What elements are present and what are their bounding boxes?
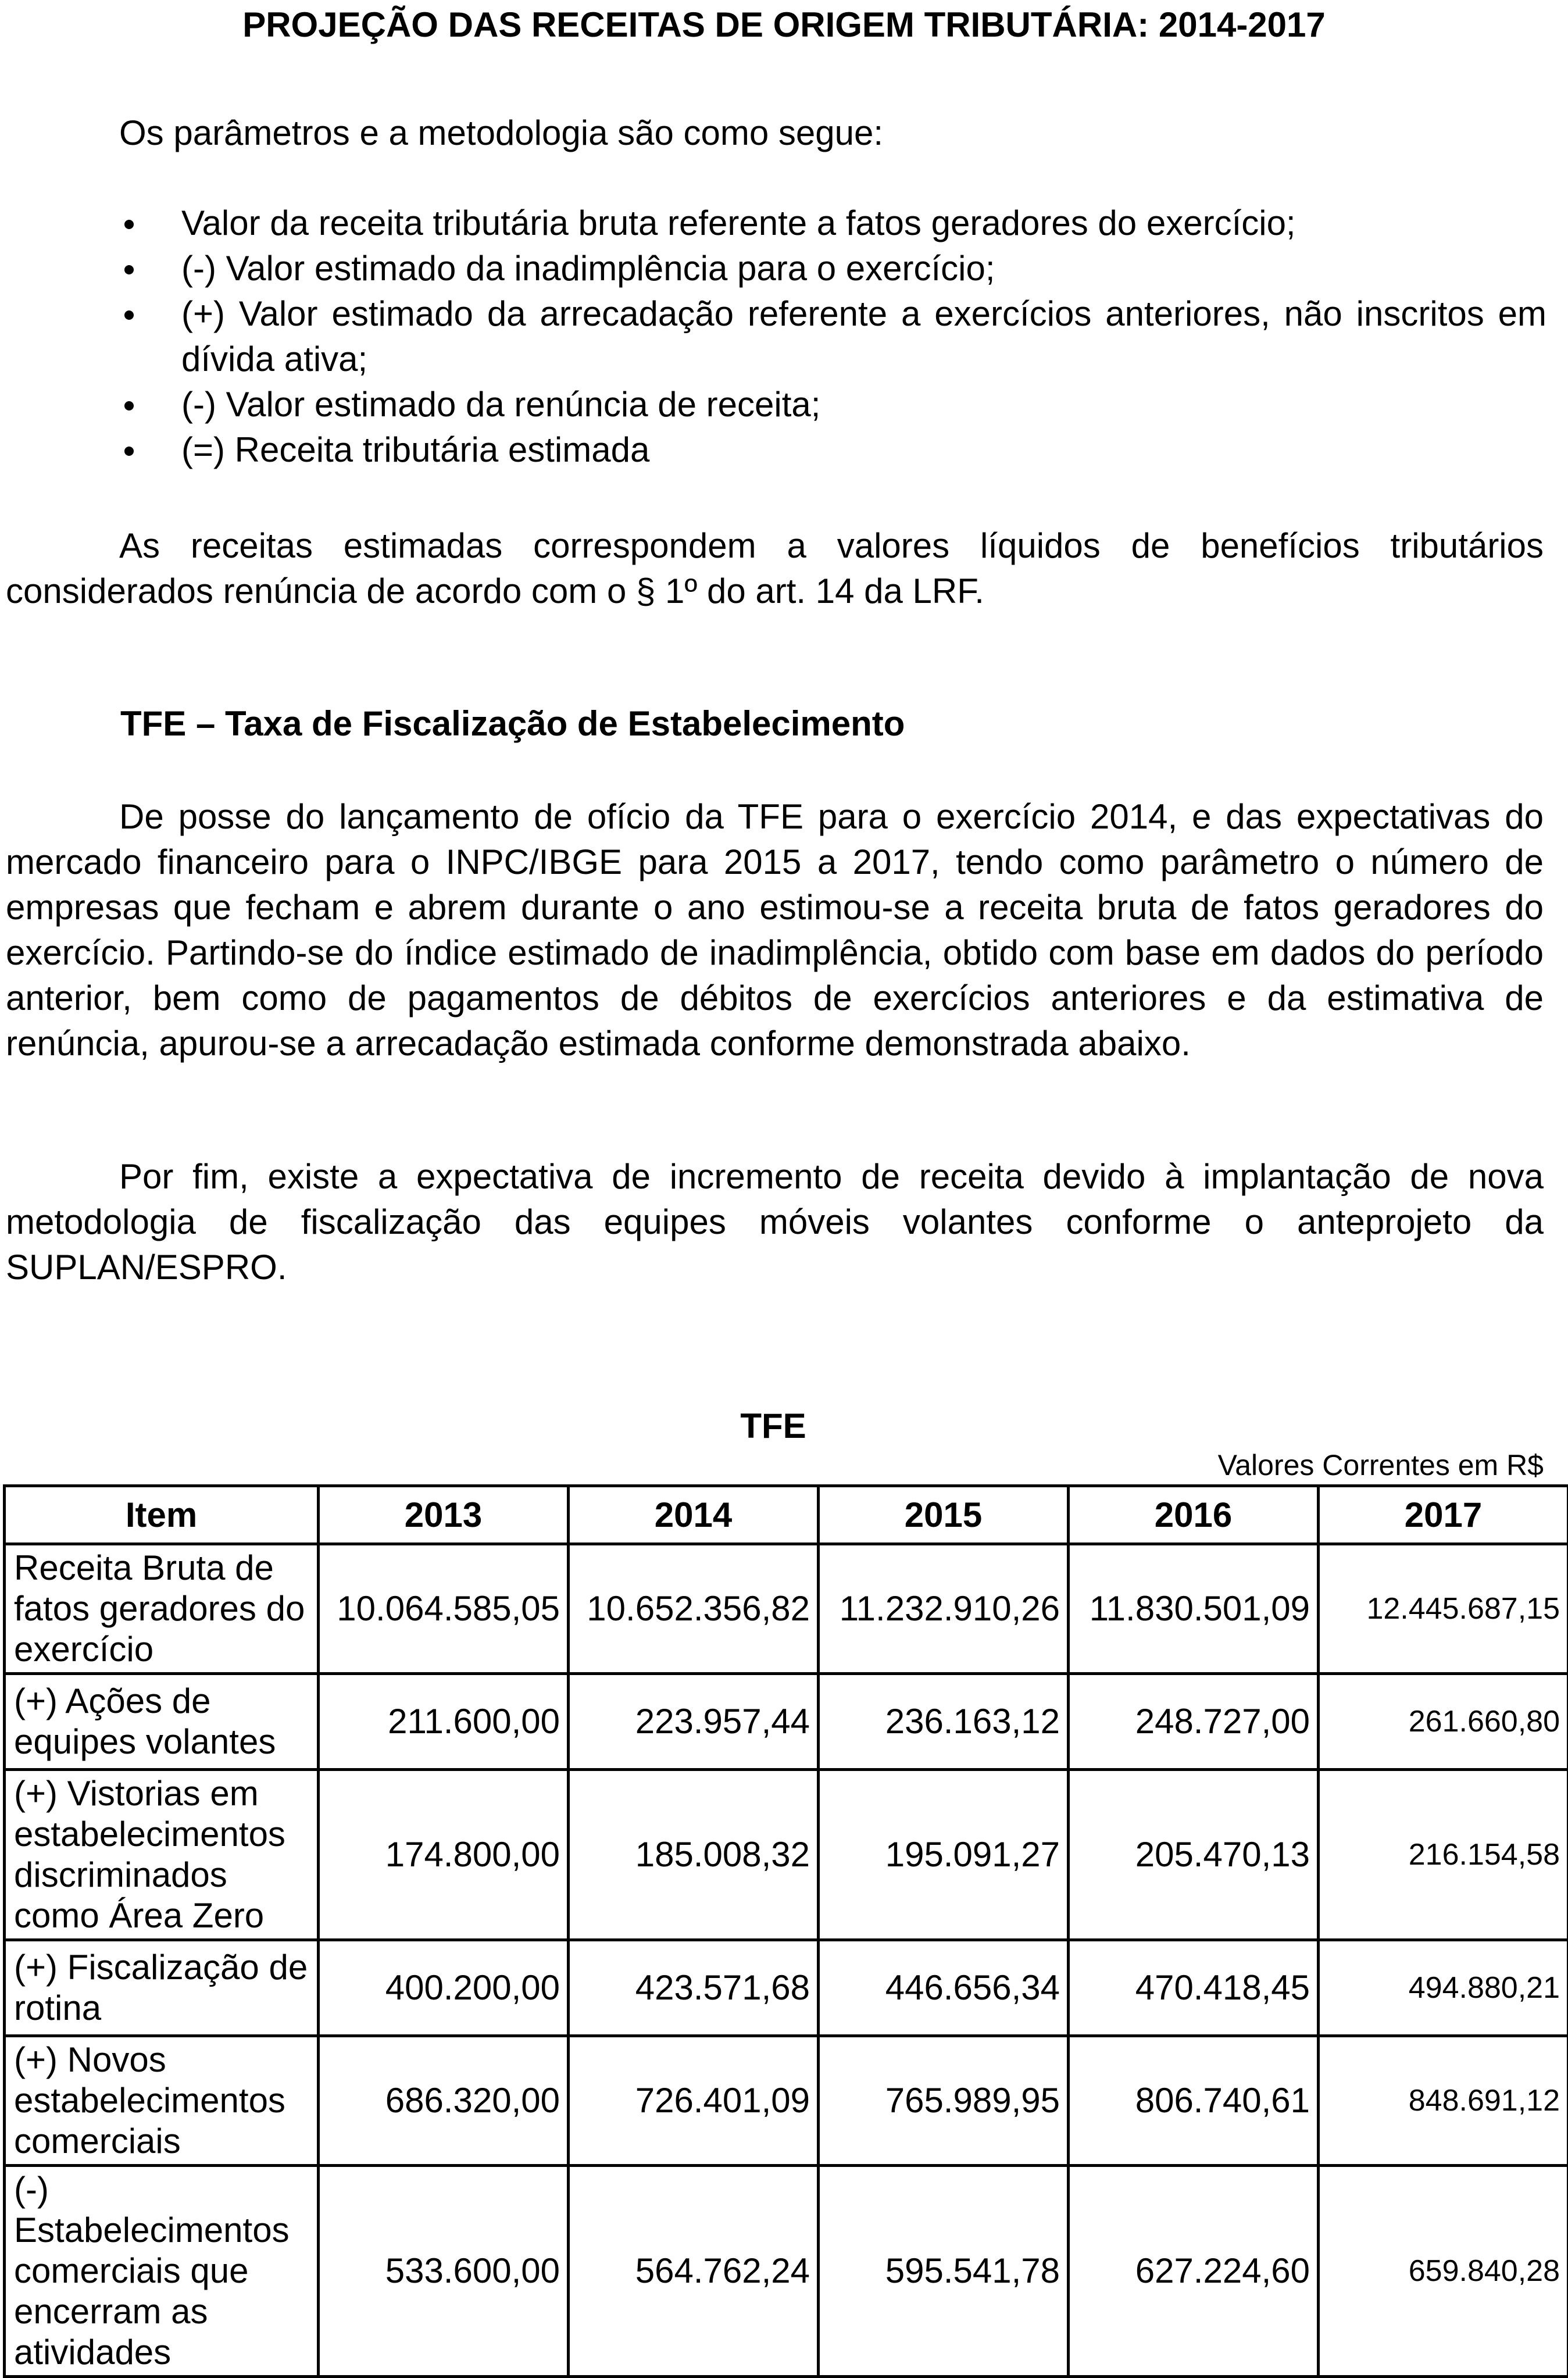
bullet-icon: [124, 310, 134, 320]
table-cell: 765.989,95: [819, 2036, 1069, 2166]
bullet-icon: [124, 265, 134, 274]
table-cell: 223.957,44: [569, 1674, 819, 1770]
table-cell: 627.224,60: [1069, 2166, 1319, 2377]
table-cell: 185.008,32: [569, 1770, 819, 1940]
list-item: (=) Receita tributária estimada: [0, 427, 1546, 473]
table-cell: 848.691,12: [1319, 2036, 1568, 2166]
table-cell: 216.154,58: [1319, 1770, 1568, 1940]
column-header: 2013: [319, 1486, 569, 1544]
table-cell: 726.401,09: [569, 2036, 819, 2166]
row-label: (+) Ações de equipes volantes: [5, 1674, 319, 1770]
column-header: 2015: [819, 1486, 1069, 1544]
section-title: TFE – Taxa de Fiscalização de Estabelecimento: [120, 704, 905, 744]
list-item: (-) Valor estimado da inadimplência para o exercício;: [0, 246, 1546, 291]
table-cell: 10.064.585,05: [319, 1544, 569, 1674]
bullet-icon: [124, 401, 134, 410]
row-label: (+) Novos estabelecimentos comerciais: [5, 2036, 319, 2166]
column-header: 2016: [1069, 1486, 1319, 1544]
table-cell: 400.200,00: [319, 1940, 569, 2036]
bullet-icon: [124, 220, 134, 229]
parameter-list: [0, 201, 1546, 473]
column-header: Item: [5, 1486, 319, 1544]
table-cell: 686.320,00: [319, 2036, 569, 2166]
table-cell: 261.660,80: [1319, 1674, 1568, 1770]
document-title: PROJEÇÃO DAS RECEITAS DE ORIGEM TRIBUTÁRIA: 2014-2017: [0, 5, 1568, 45]
table-cell: 211.600,00: [319, 1674, 569, 1770]
table-cell: 659.840,28: [1319, 2166, 1568, 2377]
list-item: Valor da receita tributária bruta referente a fatos geradores do exercício;: [0, 201, 1546, 246]
table-cell: 205.470,13: [1069, 1770, 1319, 1940]
table-cell: 12.445.687,15: [1319, 1544, 1568, 1674]
table-cell: 806.740,61: [1069, 2036, 1319, 2166]
column-header: 2017: [1319, 1486, 1568, 1544]
table-cell: 174.800,00: [319, 1770, 569, 1940]
table-row: [5, 2036, 1568, 2166]
table-cell: 10.652.356,82: [569, 1544, 819, 1674]
table-cell: 470.418,45: [1069, 1940, 1319, 2036]
table-cell: 564.762,24: [569, 2166, 819, 2377]
row-label: (+) Fiscalização de rotina: [5, 1940, 319, 2036]
table-row: [5, 1674, 1568, 1770]
table-cell: 236.163,12: [819, 1674, 1069, 1770]
row-label: (+) Vistorias em estabelecimentos discriminados como Área Zero: [5, 1770, 319, 1940]
row-label: (-) Estabelecimentos comerciais que encerram as atividades: [5, 2166, 319, 2377]
row-label: Receita Bruta de fatos geradores do exercício: [5, 1544, 319, 1674]
table-cell: 195.091,27: [819, 1770, 1069, 1940]
renuncia-paragraph: As receitas estimadas correspondem a valores líquidos de benefícios tributários considerados renúncia de acordo com o § 1º do art. 14 da LRF.: [6, 523, 1544, 614]
intro-paragraph: Os parâmetros e a metodologia são como segue:: [6, 110, 1544, 156]
table-cell: 11.232.910,26: [819, 1544, 1069, 1674]
table-row: [5, 1770, 1568, 1940]
table-row: [5, 1940, 1568, 2036]
list-item: (+) Valor estimado da arrecadação referente a exercícios anteriores, não inscritos em dívida ativa;: [0, 291, 1546, 382]
tfe-paragraph: De posse do lançamento de ofício da TFE para o exercício 2014, e das expectativas do mercado financeiro para o INPC/IBGE para 2015 a 2017, tendo como parâmetro o número de empresas que fecham e abrem durante o ano estimou-se a receita bruta de fatos geradores do exercício. Partindo-se do índice estimado de inadimplência, obtido com base em dados do período anterior, bem como de pagamentos de débitos de exercícios anteriores e da estimativa de renúncia, apurou-se a arrecadação estimada conforme demonstrada abaixo.: [6, 794, 1544, 1066]
table-cell: 533.600,00: [319, 2166, 569, 2377]
bullet-icon: [124, 447, 134, 456]
table-note: Valores Correntes em R$: [1218, 1448, 1544, 1483]
table-cell: 595.541,78: [819, 2166, 1069, 2377]
table-cell: 423.571,68: [569, 1940, 819, 2036]
table-header-row: [5, 1486, 1568, 1544]
table-cell: 494.880,21: [1319, 1940, 1568, 2036]
table-cell: 446.656,34: [819, 1940, 1069, 2036]
table-row: [5, 2166, 1568, 2377]
column-header: 2014: [569, 1486, 819, 1544]
table-title: TFE: [0, 1406, 1546, 1447]
table-cell: 11.830.501,09: [1069, 1544, 1319, 1674]
tfe-table: [3, 1484, 1568, 2378]
final-paragraph: Por fim, existe a expectativa de incremento de receita devido à implantação de nova metodologia de fiscalização das equipes móveis volantes conforme o anteprojeto da SUPLAN/ESPRO.: [6, 1154, 1544, 1290]
table-cell: 248.727,00: [1069, 1674, 1319, 1770]
list-item: (-) Valor estimado da renúncia de receita;: [0, 382, 1546, 427]
table-row: [5, 1544, 1568, 1674]
